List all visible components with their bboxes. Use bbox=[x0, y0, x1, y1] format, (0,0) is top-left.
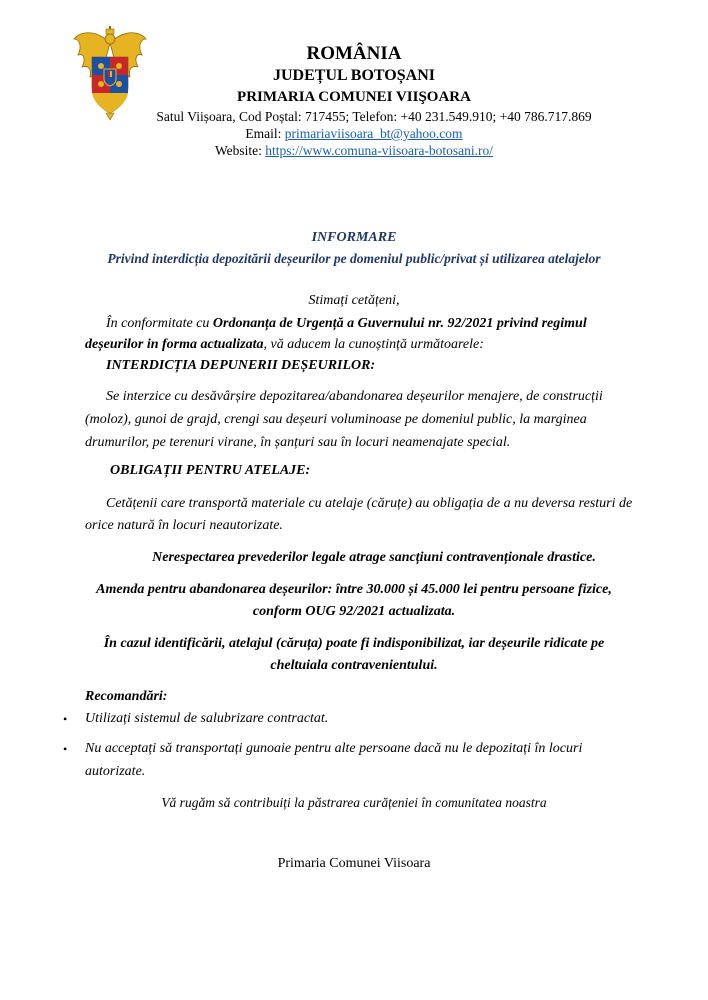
warning-fine-line: Amenda pentru abandonarea deșeurilor: între 30.000 și 45.000 lei pentru persoane fizice, bbox=[96, 582, 612, 597]
email-label: Email: bbox=[245, 126, 285, 141]
warning-sanctions: Nerespectarea prevederilor legale atrage sancțiuni contravenționale drastice. bbox=[152, 550, 596, 565]
website-link[interactable]: https://www.comuna-viisoara-botosani.ro/ bbox=[265, 143, 494, 158]
bullet-icon: • bbox=[63, 742, 68, 756]
warning-seizure-line: cheltuiala contravenientului. bbox=[270, 658, 438, 673]
section2-line: Cetățenii care transportă materiale cu atelaje (căruțe) au obligația de a nu deversa resturi de bbox=[106, 496, 633, 511]
header-address: Satul Viișoara, Cod Poștal: 717455; Telefon: +40 231.549.910; +40 786.717.869 bbox=[156, 109, 592, 124]
section2-title: OBLIGAȚII PENTRU ATELAJE: bbox=[110, 463, 311, 478]
recommendations-title: Recomandări: bbox=[85, 689, 168, 704]
header-county: JUDEȚUL BOTOȘANI bbox=[273, 67, 435, 84]
header-office: PRIMARIA COMUNEI VIIŞOARA bbox=[237, 89, 471, 105]
section1-line: (moloz), gunoi de grajd, crengi sau deșeuri voluminoase pe domeniul public, la marginea bbox=[85, 412, 587, 427]
recommendation-item-continued: autorizate. bbox=[85, 764, 146, 779]
signature: Primaria Comunei Viisoara bbox=[277, 856, 431, 871]
intro-text-1: În conformitate cu bbox=[106, 316, 213, 331]
document-title: INFORMARE bbox=[311, 230, 397, 245]
intro-text-2: , vă aducem la cunoștință următoarele: bbox=[263, 337, 484, 352]
section2-line: orice natură în locuri neautorizate. bbox=[85, 518, 283, 533]
section1-title: INTERDICȚIA DEPUNERII DEȘEURILOR: bbox=[106, 358, 376, 373]
intro-line-2 bbox=[85, 337, 484, 353]
warning-fine-line: conform OUG 92/2021 actualizata. bbox=[252, 604, 456, 619]
document-subtitle: Privind interdicția depozitării deșeurilor pe domeniul public/privat și utilizarea atelajelor bbox=[107, 251, 601, 266]
website-label: Website: bbox=[214, 143, 266, 158]
recommendation-item: Nu acceptați să transportați gunoaie pentru alte persoane dacă nu le depozitați în locuri bbox=[85, 741, 583, 756]
intro-bold-2: deșeurilor in forma actualizata bbox=[85, 337, 264, 352]
section1-line: Se interzice cu desăvârșire depozitarea/abandonarea deșeurilor menajere, de construcții bbox=[106, 389, 603, 404]
section1-line: drumurilor, pe terenuri virane, în șanțuri sau în locuri neamenajate special. bbox=[85, 435, 511, 450]
email-link[interactable]: primariaviisoara_bt@yahoo.com bbox=[284, 126, 463, 141]
header-country: ROMÂNIA bbox=[306, 43, 402, 64]
header-website-line bbox=[0, 143, 708, 159]
salutation: Stimați cetățeni, bbox=[308, 293, 400, 308]
closing-note: Vă rugăm să contribuiți la păstrarea curățeniei în comunitatea noastra bbox=[161, 795, 547, 810]
recommendation-item: Utilizați sistemul de salubrizare contractat. bbox=[85, 711, 329, 726]
bullet-icon: • bbox=[63, 712, 68, 726]
header-email-line bbox=[0, 126, 708, 142]
intro-bold-1: Ordonanța de Urgență a Guvernului nr. 92/2021 privind regimul bbox=[212, 316, 587, 331]
intro-line-1 bbox=[106, 316, 587, 332]
warning-seizure-line: În cazul identificării, atelajul (căruța) poate fi indisponibilizat, iar deșeurile ridicate pe bbox=[103, 636, 605, 651]
